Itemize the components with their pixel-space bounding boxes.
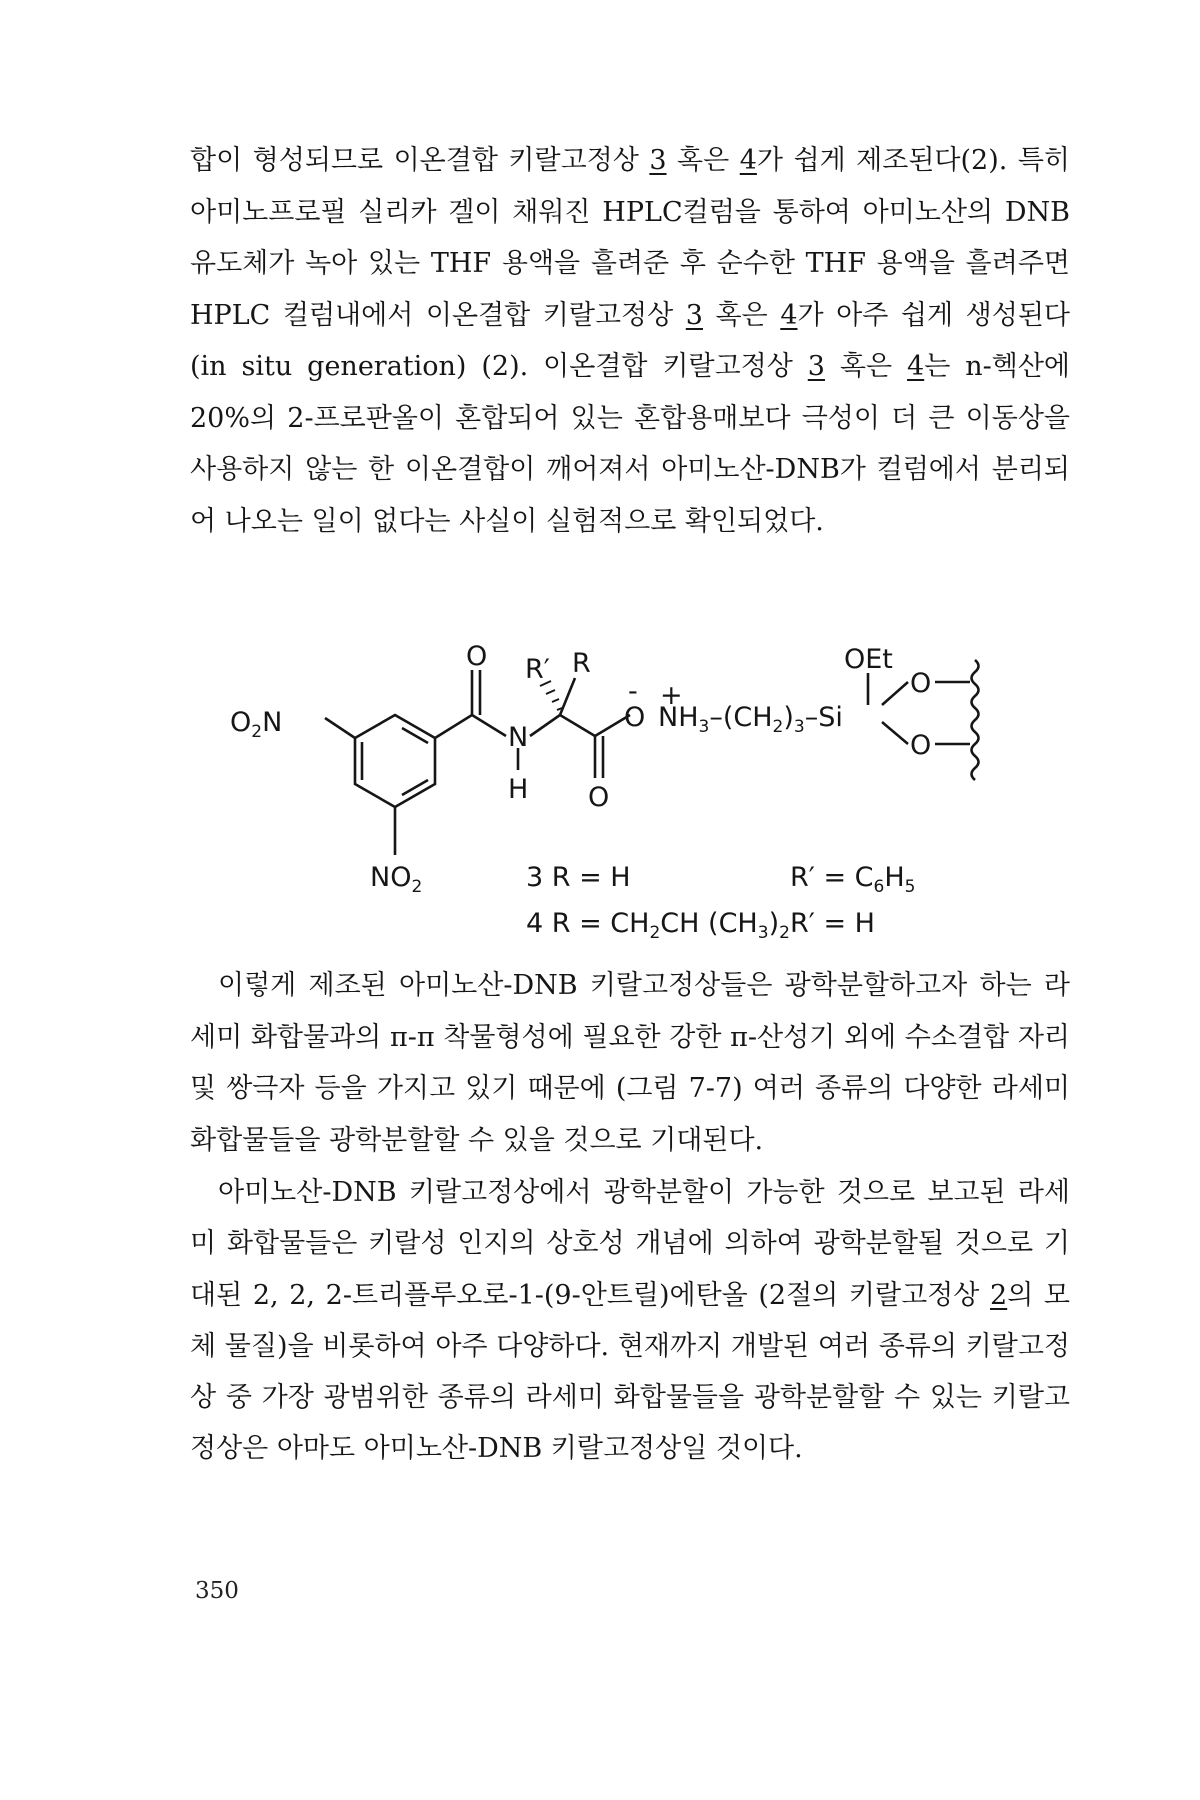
page-number: 350 <box>195 1578 239 1604</box>
ring-double-bond <box>402 780 428 795</box>
bond <box>530 715 560 736</box>
text-run: 혹은 <box>824 351 908 382</box>
text-run: 가 쉽게 제조된다(2). 특히 아미노프로필 실리카 겔이 채워진 HPLC컬럼을 통하여 아미노산의 DNB 유도체가 녹아 있는 THF 용액을 흘려준 후 순수한 THF 용액을 흘려주면 HPLC 컬럼내에서 이온결합 키랄고정상 <box>190 145 1070 331</box>
atom-label: N <box>508 722 529 753</box>
compound-ref: 2 <box>990 1279 1008 1311</box>
charge-label: + <box>660 680 683 711</box>
bond <box>325 718 355 738</box>
compound-ref: 3 <box>807 351 825 382</box>
atom-label: H <box>508 774 529 805</box>
text-run: 가 아주 쉽게 생성된다(in situ generation) (2). 이온결합 키랄고정상 <box>190 299 1070 382</box>
atom-label: O <box>910 730 932 761</box>
compound-3-label: 3 R = H <box>526 862 631 893</box>
paragraph-1 <box>190 135 1070 547</box>
text-run: 아미노산-DNB 키랄고정상에서 광학분할이 가능한 것으로 보고된 라세미 화합물들은 키랄성 인지의 상호성 개념에 의하여 광학분할될 것으로 기대된 2, 2, 2-트리플루오로-1-(9-안트릴)에탄올 (2절의 키랄고정상 <box>190 1177 1070 1311</box>
silica-surface <box>972 660 979 780</box>
text-run: 의 모체 물질)을 비롯하여 아주 다양하다. 현재까지 개발된 여러 종류의 키랄고정상 중 가장 광범위한 종류의 라세미 화합물들을 광학분할할 수 있는 키랄고정상은 아마도 아미노산-DNB 키랄고정상일 것이다. <box>190 1279 1071 1465</box>
benzene-ring <box>355 715 435 807</box>
compound-ref: 3 <box>649 145 667 176</box>
ethoxy-label: OEt <box>844 644 893 675</box>
bond <box>560 678 575 715</box>
atom-label: O <box>588 782 610 813</box>
text-run: 혹은 <box>666 145 740 176</box>
compound-ref: 4 <box>907 351 925 382</box>
substituent-label: R′ <box>525 654 550 685</box>
text-run: 는 n-헥산에 20%의 2-프로판올이 혼합되어 있는 혼합용매보다 극성이 더 큰 이동상을 사용하지 않는 한 이온결합이 깨어져서 아미노산-DNB가 컬럼에서 분리되어 나오는 일이 없다는 사실이 실험적으로 확인되었다. <box>190 351 1070 537</box>
nitro-group-label: $NO_2$ <box>370 862 423 897</box>
ammonium-chain-label: $NH_3-(CH_2)_3-Si$ <box>658 702 843 737</box>
charge-label: - <box>628 676 638 707</box>
bond <box>560 715 595 736</box>
bond <box>435 715 472 738</box>
atom-label: O <box>910 668 932 699</box>
text-run: 혹은 <box>702 299 781 331</box>
nitro-group-label: $O_2N$ <box>230 707 283 742</box>
bond <box>882 722 908 744</box>
compound-4-r-prime: R′ = H <box>790 908 875 939</box>
substituent-label: R <box>572 648 591 679</box>
compound-ref: 3 <box>685 299 703 331</box>
compound-4-label: 4 $R = CH_2CH$ $(CH_3)_2$ <box>526 908 790 940</box>
chemical-structure <box>230 610 1090 940</box>
compound-3-r-prime: $R' = C_6H_5$ <box>790 862 916 897</box>
text-run: 합이 형성되므로 이온결합 키랄고정상 <box>190 145 650 176</box>
compound-ref: 4 <box>739 145 757 176</box>
paragraph-2: 이렇게 제조된 아미노산-DNB 키랄고정상들은 광학분할하고자 하는 라세미 화합물과의 π-π 착물형성에 필요한 강한 π-산성기 외에 수소결합 자리 및 쌍극자 등을 가지고 있기 때문에 (그림 7-7) 여러 종류의 다양한 라세미 화합물들을 광학분할할 수 있을 것으로 기대된다. <box>190 970 1070 1156</box>
atom-label: O <box>466 641 488 672</box>
compound-ref: 4 <box>780 299 798 331</box>
hashed-bond <box>540 681 562 710</box>
atom-label: O <box>624 702 646 733</box>
bond <box>472 715 506 736</box>
bond <box>882 682 908 705</box>
paragraph-3 <box>190 1167 1070 1475</box>
